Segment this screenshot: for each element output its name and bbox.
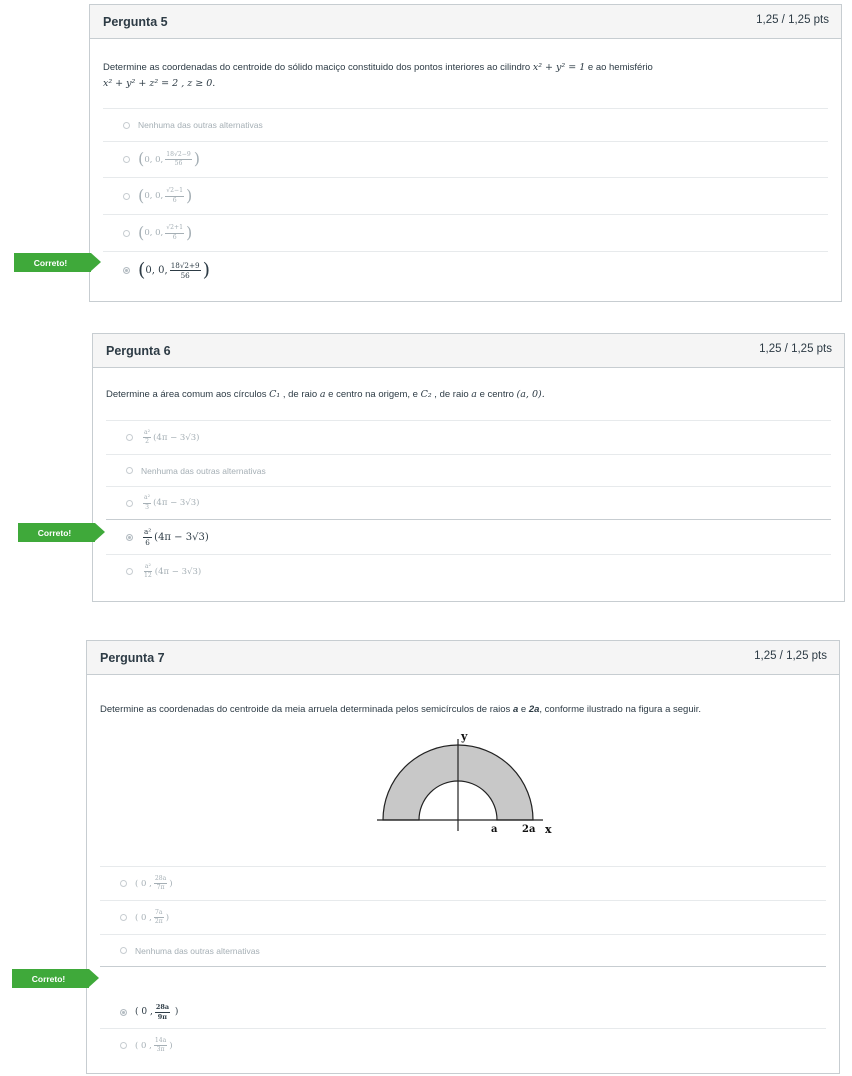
a-label: a	[491, 824, 498, 835]
answer-text: ( 0, 0, $\frac{18√2+9}{56}$ )	[138, 259, 211, 281]
center-point: (a, 0).	[516, 389, 545, 400]
answer-suffix: )	[169, 1040, 173, 1051]
answer-prefix: ( 0 ,	[135, 1007, 153, 1018]
question-5-header	[90, 5, 841, 39]
answer-text	[135, 1038, 173, 1053]
question-6-text-b: , de raio	[282, 389, 318, 400]
answer-option[interactable]	[106, 420, 831, 454]
circle-c2: C₂	[420, 389, 432, 400]
question-7-text-and: e	[520, 704, 527, 715]
radio-button[interactable]	[123, 156, 130, 163]
answer-text: ( 0, 0, $\frac{√2-1}{6}$ )	[138, 185, 193, 205]
two-a-label: 2a	[522, 824, 536, 835]
answer-text: Nenhuma das outras alternativas	[141, 465, 266, 476]
fraction-numerator: 18√2+9	[170, 260, 200, 270]
question-6-text	[106, 387, 826, 403]
answer-option[interactable]	[103, 108, 828, 141]
radius-a-2: a	[471, 389, 477, 400]
question-7-text	[100, 702, 830, 718]
answer-prefix: ( 0 ,	[135, 878, 152, 889]
fraction-denominator: 56	[174, 160, 183, 167]
fraction	[154, 910, 164, 925]
answer-option[interactable]	[100, 1028, 826, 1062]
radio-button[interactable]	[126, 467, 133, 474]
half-washer-figure	[375, 729, 560, 839]
answer-suffix: )	[174, 1007, 179, 1018]
x-axis-label: x	[545, 823, 552, 836]
correct-flag	[14, 253, 91, 272]
radio-button[interactable]	[126, 434, 133, 441]
question-7-points: 1,25 / 1,25 pts	[754, 650, 827, 662]
radio-button[interactable]	[120, 880, 127, 887]
fraction-denominator: 9π	[157, 1012, 168, 1021]
answer-option[interactable]	[106, 486, 831, 519]
answer-suffix: )	[169, 878, 173, 889]
radius-a: a	[512, 704, 519, 715]
question-7-text-a: Determine as coordenadas do centroide da meia arruela determinada pelos semicírculos de raios	[100, 704, 511, 715]
answer-option[interactable]	[100, 900, 826, 934]
fraction-denominator: 3	[145, 503, 149, 511]
question-7-title: Pergunta 7	[100, 651, 165, 665]
question-5-points: 1,25 / 1,25 pts	[756, 14, 829, 26]
question-5-text	[103, 60, 823, 92]
fraction-denominator: 7π	[156, 884, 165, 891]
radio-button[interactable]	[123, 193, 130, 200]
radius-a: a	[319, 389, 326, 400]
fraction	[143, 495, 151, 510]
answer-prefix: 0, 0,	[144, 191, 164, 201]
question-6-text-e: e centro	[479, 389, 514, 400]
answer-text	[141, 528, 209, 545]
answer-text	[135, 910, 169, 925]
question-6-text-d: , de raio	[434, 389, 469, 400]
correct-flag-label: Correto!	[33, 257, 68, 268]
fraction-numerator: 28a	[155, 1003, 170, 1012]
fraction-denominator: 12	[144, 572, 152, 579]
answer-text: Nenhuma das outras alternativas	[135, 945, 260, 956]
fraction-denominator: 56	[180, 271, 190, 280]
answer-prefix: 0, 0,	[144, 228, 164, 238]
answer-text	[141, 430, 199, 445]
fraction-denominator: 2π	[154, 918, 163, 925]
answer-suffix: )	[165, 912, 170, 923]
question-5-text-line1: Determine as coordenadas do centroide do sólido maciço constituido dos pontos interiores ao cilindro	[103, 62, 531, 73]
fraction-denominator: 6	[145, 537, 150, 547]
fraction-numerator: a²	[144, 527, 152, 537]
correct-flag-label: Correto!	[37, 527, 72, 538]
question-5-cylinder-eq: x² + y² = 1	[532, 62, 586, 73]
fraction-denominator: 6	[172, 196, 177, 204]
fraction	[170, 262, 201, 279]
answer-prefix: ( 0 ,	[135, 1040, 152, 1051]
answer-text	[141, 495, 199, 510]
fraction-numerator: √2+1	[165, 225, 184, 233]
question-6-header	[93, 334, 844, 368]
correct-flag-label: Correto!	[31, 973, 66, 984]
fraction-denominator: 6	[172, 233, 177, 241]
answer-option-selected[interactable]	[103, 251, 828, 289]
question-5	[89, 4, 842, 302]
fraction	[165, 152, 192, 167]
radio-button-selected[interactable]	[126, 534, 133, 541]
fraction-numerator: a²	[143, 430, 151, 438]
fraction-denominator: 2	[145, 438, 149, 445]
answer-option[interactable]	[100, 866, 826, 900]
answer-expression: (4π − 3√3)	[153, 432, 200, 443]
radio-button[interactable]	[123, 122, 130, 129]
radius-2a: 2a	[528, 704, 540, 715]
fraction-denominator: 3π	[156, 1046, 165, 1053]
fraction	[165, 188, 184, 203]
radio-button[interactable]	[126, 500, 133, 507]
radio-button[interactable]	[120, 1042, 127, 1049]
fraction	[165, 225, 184, 240]
question-5-text-line1-end: e ao hemisfério	[587, 62, 653, 73]
answer-option-selected[interactable]	[100, 966, 826, 1028]
fraction-numerator: a²	[144, 564, 152, 572]
fraction	[154, 876, 167, 891]
fraction-numerator: 18√2−9	[165, 152, 192, 160]
answer-prefix: 0, 0,	[145, 265, 168, 276]
answer-option-selected[interactable]	[106, 519, 831, 554]
question-5-hemisphere-eq: x² + y² + z² = 2 , z ≥ 0.	[103, 78, 216, 89]
answer-text: ( 0, 0, $\frac{18√2-9}{56}$ )	[138, 149, 201, 169]
answer-text	[141, 564, 201, 579]
radio-button[interactable]	[126, 568, 133, 575]
circle-c1: C₁	[269, 389, 281, 400]
fraction-numerator: 7a	[154, 910, 164, 918]
answer-text: ( 0, 0, $\frac{√2+1}{6}$ )	[138, 222, 193, 242]
answer-expression: (4π − 3√3)	[154, 531, 209, 543]
radio-button[interactable]	[123, 230, 130, 237]
question-5-answers	[103, 108, 828, 298]
question-7-text-b: , conforme ilustrado na figura a seguir.	[539, 704, 701, 715]
question-7-answers	[100, 866, 826, 1071]
question-5-title: Pergunta 5	[103, 15, 168, 29]
fraction	[155, 1004, 170, 1020]
question-6	[92, 333, 845, 602]
question-7-header	[87, 641, 839, 675]
fraction	[143, 564, 153, 579]
question-6-text-a: Determine a área comum aos círculos	[106, 389, 267, 400]
question-6-points: 1,25 / 1,25 pts	[759, 343, 832, 355]
radio-button-selected[interactable]	[123, 267, 130, 274]
fraction	[143, 430, 151, 445]
question-6-text-c: e centro na origem, e	[328, 389, 418, 400]
answer-expression: (4π − 3√3)	[154, 566, 202, 577]
answer-text	[135, 876, 173, 891]
fraction	[154, 1038, 167, 1053]
answer-option[interactable]	[106, 454, 831, 486]
answer-text: Nenhuma das outras alternativas	[138, 120, 263, 130]
y-axis-label: y	[461, 730, 468, 743]
question-6-answers	[106, 420, 831, 595]
answer-prefix: ( 0 ,	[135, 912, 152, 923]
answer-option[interactable]	[103, 214, 828, 251]
radio-button[interactable]	[120, 947, 127, 954]
question-6-title: Pergunta 6	[106, 344, 171, 358]
fraction-numerator: a²	[143, 495, 151, 503]
fraction	[143, 528, 152, 545]
answer-option[interactable]	[103, 141, 828, 177]
answer-option[interactable]	[106, 554, 831, 588]
fraction-numerator: 28a	[154, 876, 167, 884]
fraction-numerator: √2−1	[165, 188, 184, 196]
correct-flag	[18, 523, 95, 542]
question-7	[86, 640, 840, 1074]
answer-option[interactable]	[103, 177, 828, 214]
answer-text	[135, 1004, 178, 1020]
radio-button[interactable]	[120, 914, 127, 921]
answer-option[interactable]	[100, 934, 826, 966]
radio-button-selected[interactable]	[120, 1009, 127, 1016]
correct-flag	[12, 969, 89, 988]
answer-prefix: 0, 0,	[144, 154, 164, 165]
answer-expression: (4π − 3√3)	[153, 498, 200, 508]
fraction-numerator: 14a	[154, 1038, 167, 1046]
